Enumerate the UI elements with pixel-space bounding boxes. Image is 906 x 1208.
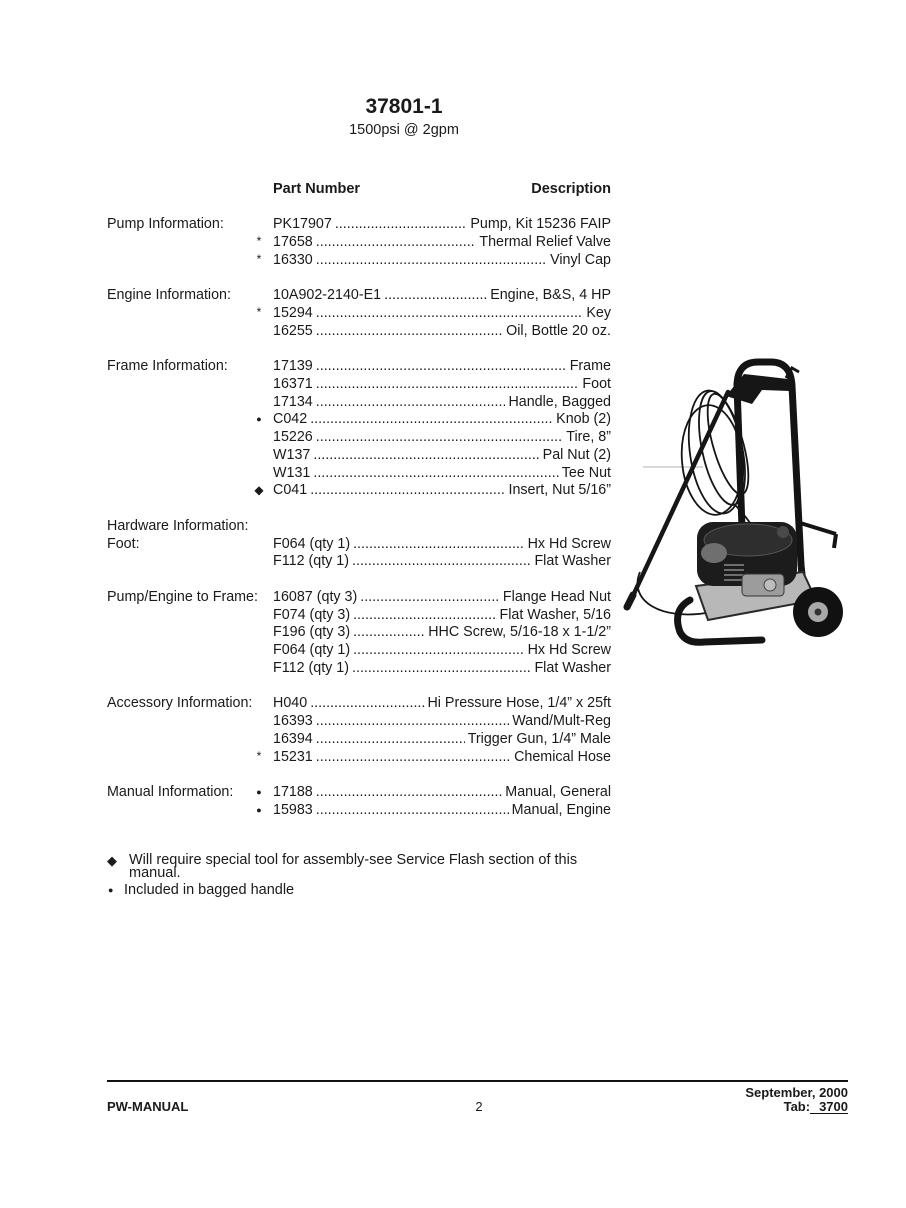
part-description: Tire, 8” [566, 429, 611, 445]
part-line [273, 660, 611, 678]
section-label: Accessory Information: [107, 695, 253, 712]
part-description: Thermal Relief Valve [479, 233, 611, 250]
part-row [107, 713, 611, 731]
dot-leader [310, 695, 424, 713]
part-description: Tee Nut [561, 464, 611, 481]
part-line [273, 234, 611, 252]
part-number: 17134 [273, 393, 313, 410]
part-row [107, 802, 611, 820]
part-number: 17139 [273, 358, 313, 374]
part-description: Flat Washer [534, 553, 611, 570]
part-line [273, 465, 611, 483]
bullet-marker: ● [256, 804, 262, 815]
part-number: H040 [273, 695, 308, 712]
part-row [107, 784, 611, 802]
part-row [107, 216, 611, 234]
part-line [273, 642, 611, 660]
part-row [107, 287, 611, 305]
part-line [273, 589, 611, 607]
dot-leader [353, 536, 525, 554]
part-row [107, 695, 611, 713]
part-number: F064 (qty 1) [273, 535, 351, 552]
part-number: F074 (qty 3) [273, 606, 351, 623]
part-description: Manual, Engine [511, 801, 611, 818]
asterisk-marker: * [256, 304, 262, 319]
part-number: 16393 [273, 713, 313, 729]
part-line [273, 411, 611, 429]
parts-section [107, 518, 611, 678]
part-description: Handle, Bagged [508, 393, 611, 410]
dot-leader [316, 323, 503, 341]
part-line [273, 553, 611, 571]
part-description: Frame [569, 358, 611, 374]
dot-leader [353, 642, 525, 660]
dot-leader [352, 660, 531, 678]
bullet-marker: ● [256, 787, 262, 797]
dot-leader [316, 376, 580, 394]
section-label: Hardware Information: [107, 517, 249, 534]
part-row [107, 252, 611, 270]
part-description: Hx Hd Screw [527, 642, 611, 658]
parts-subsection [107, 536, 611, 572]
section-label: Pump Information: [107, 216, 224, 232]
dot-leader [316, 802, 509, 820]
part-row [107, 749, 611, 767]
part-row [107, 465, 611, 483]
dot-leader [316, 749, 511, 767]
dot-leader [316, 731, 465, 749]
part-row [107, 447, 611, 465]
part-row [107, 536, 611, 554]
dot-leader [310, 411, 553, 429]
wheel [793, 587, 843, 637]
part-line [273, 713, 611, 731]
part-description: Trigger Gun, 1/4” Male [467, 730, 611, 747]
part-row [107, 429, 611, 447]
part-row [107, 553, 611, 571]
part-row [107, 234, 611, 252]
part-number: F064 (qty 1) [273, 642, 351, 658]
part-number: 15226 [273, 429, 313, 445]
footer-tab [648, 1099, 848, 1114]
part-description: Flat Washer [534, 659, 611, 676]
part-description: Key [586, 304, 611, 321]
part-line [273, 607, 611, 625]
part-description: Pump, Kit 15236 FAIP [470, 216, 611, 232]
part-description: Wand/Mult-Reg [512, 713, 611, 729]
dot-leader [316, 234, 477, 252]
part-row [107, 607, 611, 625]
part-line [273, 252, 611, 270]
part-description: Vinyl Cap [550, 251, 611, 268]
part-line [273, 624, 611, 642]
dot-leader [313, 465, 558, 483]
dot-leader [335, 216, 468, 234]
dot-leader [316, 429, 563, 447]
diamond-marker: ◆ [107, 853, 117, 868]
section-label: Pump/Engine to Frame: [107, 588, 258, 605]
part-number: 16371 [273, 375, 313, 392]
part-number: 15231 [273, 748, 313, 765]
part-description: Foot [582, 375, 611, 392]
part-line [273, 394, 611, 412]
dot-leader [316, 784, 503, 802]
part-line [273, 749, 611, 767]
bullet-marker: ● [256, 414, 262, 425]
footer-divider [107, 1080, 848, 1082]
part-line [273, 429, 611, 447]
part-line [273, 358, 611, 376]
part-number: W131 [273, 464, 311, 481]
dot-leader [353, 607, 496, 625]
dot-leader [360, 589, 500, 607]
part-row [107, 482, 611, 500]
asterisk-marker: * [256, 233, 262, 248]
page-title: 37801-1 [365, 95, 443, 118]
dot-leader [316, 305, 584, 323]
part-row [107, 376, 611, 394]
part-description: Chemical Hose [514, 748, 611, 765]
bullet-marker: ● [108, 885, 114, 895]
part-line [273, 731, 611, 749]
part-description: Oil, Bottle 20 oz. [506, 322, 611, 339]
part-number: 16330 [273, 251, 313, 268]
tab-label: Tab: [783, 1099, 811, 1114]
part-number: 17658 [273, 233, 313, 250]
part-number: F112 (qty 1) [273, 553, 350, 570]
part-description: Knob (2) [556, 411, 611, 428]
footnote-text: Included in bagged handle [124, 882, 295, 898]
part-row [107, 642, 611, 660]
dot-leader [353, 624, 425, 642]
part-row [107, 731, 611, 749]
dot-leader [316, 358, 567, 376]
parts-section [107, 358, 611, 500]
part-number: W137 [273, 446, 311, 463]
part-description: Manual, General [505, 784, 611, 800]
part-row [107, 358, 611, 376]
pressure-washer-image [615, 345, 855, 655]
part-number: C041 [273, 482, 308, 499]
dot-leader [316, 713, 509, 731]
description-column-header: Description [531, 181, 611, 197]
part-number-column-header: Part Number [273, 181, 361, 197]
asterisk-marker: * [256, 251, 262, 266]
part-row [107, 411, 611, 429]
part-description: Hi Pressure Hose, 1/4” x 25ft [427, 695, 611, 712]
part-row [107, 589, 611, 607]
part-row [107, 660, 611, 678]
section-label: Manual Information: [107, 784, 234, 800]
part-line [273, 323, 611, 341]
part-number: 10A902-2140-E1 [273, 287, 382, 303]
part-description: Insert, Nut 5/16” [508, 482, 611, 499]
dot-leader [313, 447, 539, 465]
part-number: PK17907 [273, 216, 332, 232]
part-line [273, 784, 611, 802]
footer-manual-name: PW-MANUAL [107, 1099, 189, 1114]
part-description: HHC Screw, 5/16-18 x 1-1/2” [428, 624, 611, 641]
part-number: 15294 [273, 304, 313, 321]
part-row [107, 394, 611, 412]
page-number: 2 [475, 1099, 483, 1114]
section-label: Engine Information: [107, 287, 231, 303]
parts-subsection [107, 589, 611, 678]
part-line [273, 482, 611, 500]
part-row [107, 323, 611, 341]
part-number: F196 (qty 3) [273, 624, 351, 641]
part-line [273, 216, 611, 234]
parts-section [107, 695, 611, 766]
part-number: 17188 [273, 784, 313, 800]
part-line [273, 447, 611, 465]
dot-leader [316, 252, 547, 270]
part-description: Flange Head Nut [502, 588, 611, 605]
part-line [273, 287, 611, 305]
part-number: F112 (qty 1) [273, 659, 350, 676]
part-description: Hx Hd Screw [527, 535, 611, 552]
part-row [107, 624, 611, 642]
parts-list [107, 216, 611, 820]
diamond-marker: ◆ [254, 483, 264, 498]
part-number: 16087 (qty 3) [273, 588, 358, 605]
dot-leader [316, 394, 506, 412]
footnote-text: Will require special tool for assembly-see Service Flash section of this manual. [129, 852, 578, 881]
part-number: 15983 [273, 801, 313, 818]
part-number: 16255 [273, 322, 313, 339]
dot-leader [352, 553, 531, 571]
parts-section [107, 216, 611, 269]
part-row [107, 305, 611, 323]
section-label: Frame Information: [107, 358, 228, 374]
part-line [273, 305, 611, 323]
part-number: C042 [273, 411, 308, 428]
part-description: Pal Nut (2) [542, 446, 611, 463]
part-line [273, 695, 611, 713]
dot-leader [384, 287, 487, 305]
dot-leader [310, 482, 505, 500]
part-line [273, 802, 611, 820]
part-line [273, 536, 611, 554]
section-label: Foot: [107, 535, 140, 552]
pump [742, 574, 784, 596]
tab-value: 3700 [810, 1100, 848, 1114]
part-description: Engine, B&S, 4 HP [490, 287, 611, 303]
section-heading-row [107, 518, 611, 536]
parts-section [107, 784, 611, 820]
part-description: Flat Washer, 5/16 [499, 606, 611, 623]
footer-date: September, 2000 [745, 1085, 848, 1100]
page-subtitle: 1500psi @ 2gpm [349, 122, 459, 138]
parts-section [107, 287, 611, 340]
part-line [273, 376, 611, 394]
asterisk-marker: * [256, 748, 262, 763]
part-number: 16394 [273, 730, 313, 747]
